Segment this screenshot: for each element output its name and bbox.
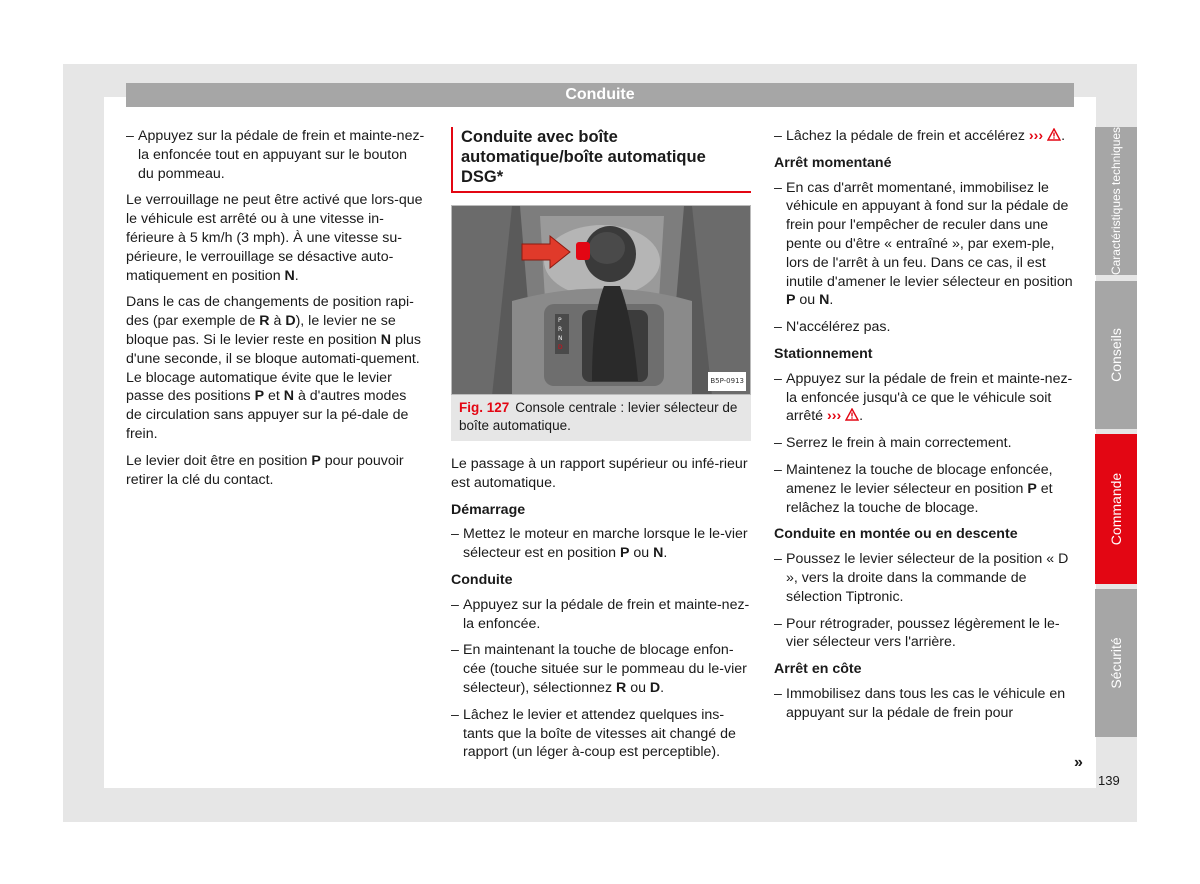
paragraph: Le levier doit être en position P pour pouvoir retirer la clé du contact. xyxy=(126,452,404,488)
svg-text:D: D xyxy=(558,344,563,351)
subheading: Arrêt en côte xyxy=(774,661,862,678)
cross-reference-link[interactable]: ››› xyxy=(1028,128,1044,144)
subheading: Arrêt momentané xyxy=(774,154,892,171)
list-item: – Lâchez le levier et attendez quelques ins-tants que la boîte de vitesses ait changé de rapport (un léger à-coup est perceptible). xyxy=(451,706,736,761)
list-item: – Maintenez la touche de blocage enfoncée, amenez le levier sélecteur en position P et relâchez la touche de blocage. xyxy=(774,461,1053,516)
list-item: – N'accélérez pas. xyxy=(774,319,891,336)
svg-text:N: N xyxy=(558,335,563,342)
page-number: 139 xyxy=(1098,773,1120,788)
subheading: Démarrage xyxy=(451,501,526,518)
list-item: – Lâchez la pédale de frein et accélérez ››› . xyxy=(774,128,1066,144)
paragraph: Le verrouillage ne peut être activé que lors-que le véhicule est arrêté ou à une vitesse in-férieure à 5 km/h (3 mph). À une vitesse su-périeure, le verrouillage se désactive auto-matiquement en position N. xyxy=(126,192,423,284)
list-item: – Mettez le moteur en marche lorsque le le-vier sélecteur est en position P ou N. xyxy=(451,526,748,562)
list-item: – Pour rétrograder, poussez légèrement le le-vier sélecteur vers l'arrière. xyxy=(774,615,1060,651)
list-item: – Appuyez sur la pédale de frein et mainte-nez-la enfoncée tout en appuyant sur le bouton du pommeau. xyxy=(126,128,425,182)
warning-icon xyxy=(845,408,859,421)
paragraph: Dans le cas de changements de position rapi-des (par exemple de R à D), le levier ne se bloque pas. Si le levier reste en position N plus d'une seconde, il se bloque automati-quement. Le blocage automatique évite que le levier passe des positions P et N à d'autres modes de circulation sans appuyer sur la pé-dale de frein. xyxy=(126,294,421,442)
list-item: – En cas d'arrêt momentané, immobilisez le véhicule en appuyant à fond sur la pédale de frein pour l'empêcher de reculer dans une pente ou d'être « entraîné », par exem-ple, lors de l'arrêt à un feu. Dans ce cas, il est inutile d'amener le levier sélecteur en position P ou N. xyxy=(774,179,1073,309)
svg-text:P: P xyxy=(558,317,562,324)
list-item: – En maintenant la touche de blocage enfon-cée (touche située sur le pommeau du le-vier sélecteur), sélectionnez R ou D. xyxy=(451,642,747,696)
continue-icon: » xyxy=(1074,754,1083,771)
section-title: Conduite avec boîte automatique/boîte automatique DSG* xyxy=(451,127,751,193)
column-2 xyxy=(451,127,751,770)
tab-commande[interactable]: Commande xyxy=(1095,434,1137,584)
list-item: – Poussez le levier sélecteur de la position « D », vers la droite dans la commande de sélection Tiptronic. xyxy=(774,551,1069,605)
chapter-header: Conduite xyxy=(126,83,1074,107)
list-item: – Immobilisez dans tous les cas le véhicule en appuyant sur la pédale de frein pour xyxy=(774,685,1066,721)
list-item: – Appuyez sur la pédale de frein et mainte-nez-la enfoncée jusqu'à ce que le véhicule soit arrêté ››› . xyxy=(774,370,1073,425)
warning-icon xyxy=(1047,128,1061,141)
subheading: Stationnement xyxy=(774,345,873,362)
tab-securite[interactable]: Sécurité xyxy=(1095,589,1137,737)
tab-caracteristiques-techniques[interactable]: Caractéristiques techniques xyxy=(1095,127,1137,275)
list-item: – Serrez le frein à main correctement. xyxy=(774,435,1012,452)
column-1 xyxy=(126,127,426,497)
column-3 xyxy=(774,127,1074,731)
svg-text:R: R xyxy=(558,326,563,333)
figure-selector-lever xyxy=(451,205,751,395)
subheading: Conduite xyxy=(451,571,513,588)
figure-caption: Fig. 127 Console centrale : levier sélecteur de boîte automatique. xyxy=(451,395,751,441)
subheading: Conduite en montée ou en descente xyxy=(774,526,1018,543)
tab-conseils[interactable]: Conseils xyxy=(1095,281,1137,429)
cross-reference-link[interactable]: ››› xyxy=(827,408,842,425)
paragraph: Le passage à un rapport supérieur ou infé-rieur est automatique. xyxy=(451,456,748,491)
list-item: – Appuyez sur la pédale de frein et mainte-nez-la enfoncée. xyxy=(451,596,750,632)
gear-lever-illustration xyxy=(452,206,751,395)
figure-code: B5P-0913 xyxy=(708,372,746,391)
